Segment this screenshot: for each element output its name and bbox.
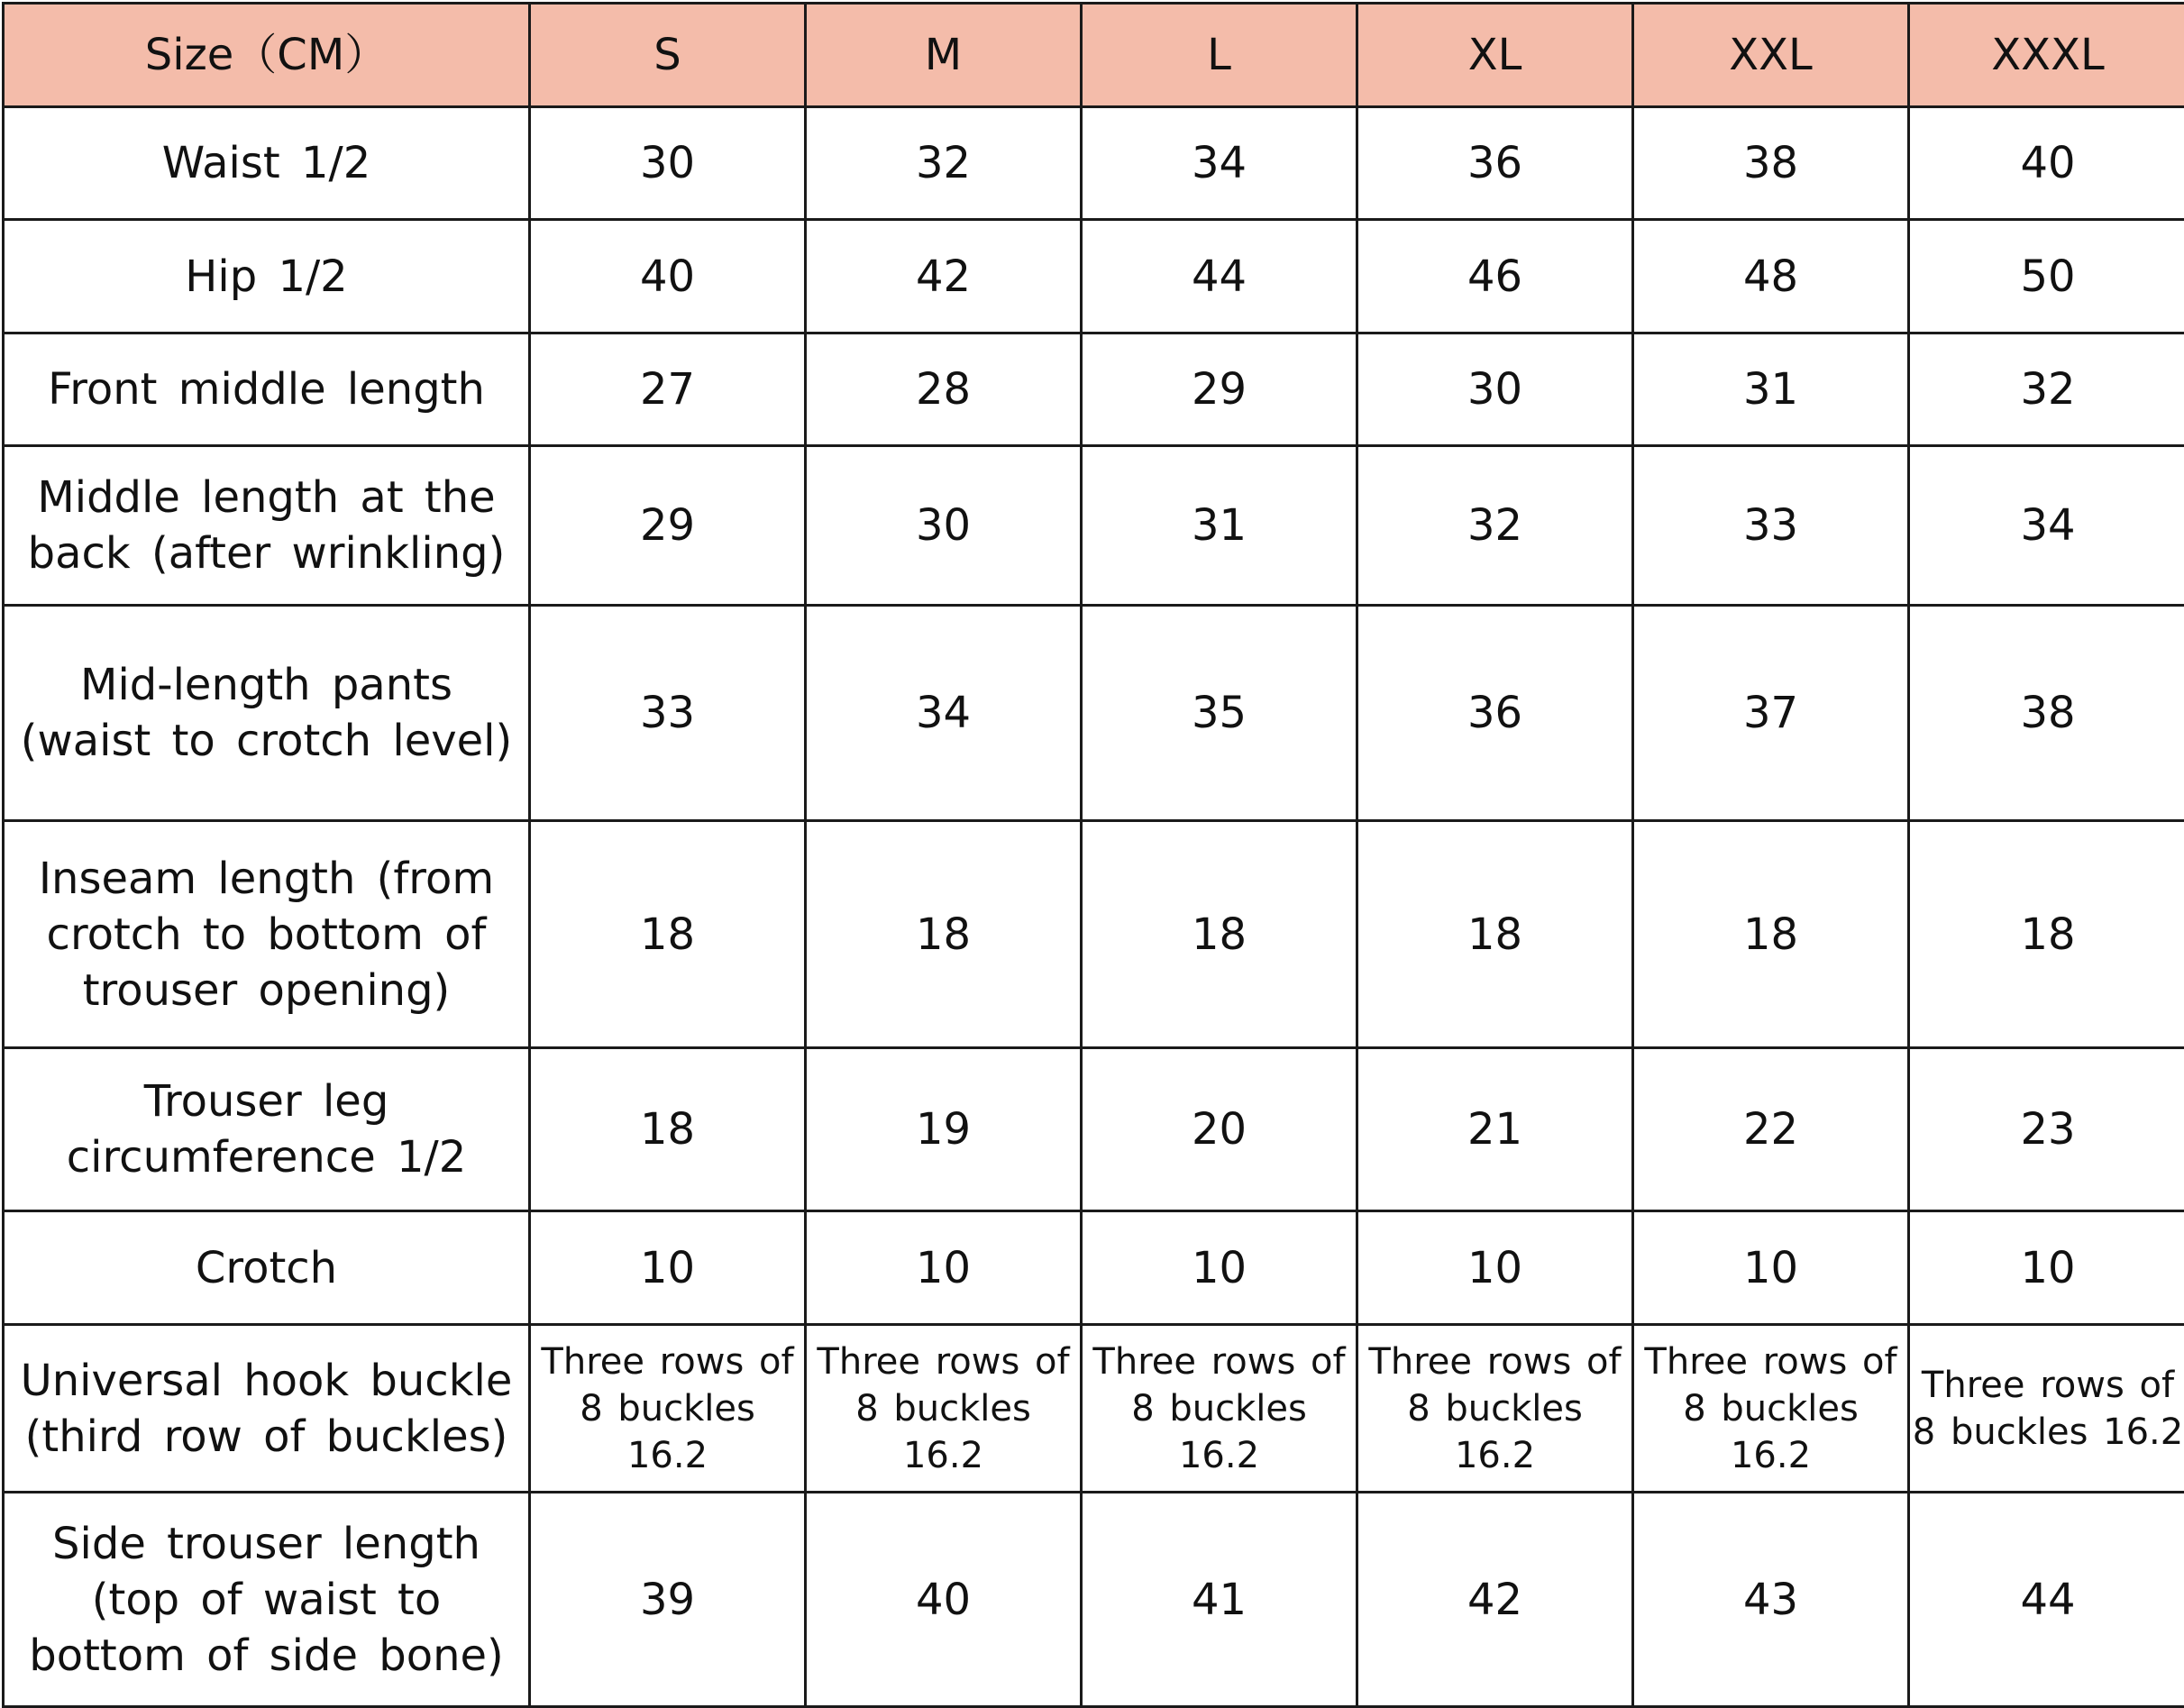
table-cell: 44 xyxy=(1909,1493,2184,1707)
table-row-hook-buckle xyxy=(4,1324,2184,1493)
row-label: Hip 1/2 xyxy=(4,220,530,333)
table-cell: Three rows of 8 buckles 16.2 xyxy=(1909,1324,2184,1493)
header-size-xxl: XXL xyxy=(1633,4,1909,107)
table-cell: 18 xyxy=(1357,821,1633,1048)
table-cell: 41 xyxy=(1082,1493,1357,1707)
table-cell: 30 xyxy=(530,107,806,220)
table-cell: 18 xyxy=(530,821,806,1048)
table-cell: 18 xyxy=(1909,821,2184,1048)
table-cell: 29 xyxy=(1082,333,1357,445)
table-cell: 50 xyxy=(1909,220,2184,333)
table-cell: 34 xyxy=(1909,446,2184,605)
size-chart-table xyxy=(2,2,2184,1708)
table-cell: 19 xyxy=(806,1047,1082,1210)
table-cell: 10 xyxy=(1909,1211,2184,1324)
table-cell: Three rows of 8 buckles 16.2 xyxy=(1633,1324,1909,1493)
table-cell: 18 xyxy=(1082,821,1357,1048)
table-cell: 18 xyxy=(530,1047,806,1210)
table-cell: 34 xyxy=(1082,107,1357,220)
header-size-xl: XL xyxy=(1357,4,1633,107)
table-cell: 31 xyxy=(1082,446,1357,605)
header-size-l: L xyxy=(1082,4,1357,107)
table-cell: 28 xyxy=(806,333,1082,445)
table-cell: 40 xyxy=(1909,107,2184,220)
table-cell: 38 xyxy=(1909,605,2184,821)
table-row-leg-circumference xyxy=(4,1047,2184,1210)
table-cell: 39 xyxy=(530,1493,806,1707)
table-cell: 29 xyxy=(530,446,806,605)
table-cell: 36 xyxy=(1357,605,1633,821)
table-row-inseam-length xyxy=(4,821,2184,1048)
table-cell: Three rows of 8 buckles 16.2 xyxy=(1357,1324,1633,1493)
table-row-mid-length-pants xyxy=(4,605,2184,821)
table-cell: 30 xyxy=(1357,333,1633,445)
table-cell: 42 xyxy=(1357,1493,1633,1707)
row-label: Universal hook buckle (third row of buckles) xyxy=(4,1324,530,1493)
table-cell: 40 xyxy=(530,220,806,333)
table-cell: 10 xyxy=(1082,1211,1357,1324)
table-cell: 44 xyxy=(1082,220,1357,333)
row-label: Front middle length xyxy=(4,333,530,445)
table-cell: 10 xyxy=(806,1211,1082,1324)
row-label: Crotch xyxy=(4,1211,530,1324)
table-cell: 37 xyxy=(1633,605,1909,821)
table-row-back-middle-length xyxy=(4,446,2184,605)
header-size-label: Size（CM） xyxy=(4,4,530,107)
table-cell: 27 xyxy=(530,333,806,445)
table-cell: 18 xyxy=(1633,821,1909,1048)
row-label: Middle length at the back (after wrinkling) xyxy=(4,446,530,605)
table-cell: 10 xyxy=(530,1211,806,1324)
table-cell: 31 xyxy=(1633,333,1909,445)
table-cell: 38 xyxy=(1633,107,1909,220)
table-cell: 33 xyxy=(530,605,806,821)
header-size-s: S xyxy=(530,4,806,107)
table-cell: 22 xyxy=(1633,1047,1909,1210)
table-cell: 36 xyxy=(1357,107,1633,220)
row-label: Side trouser length (top of waist to bottom of side bone) xyxy=(4,1493,530,1707)
table-cell: 23 xyxy=(1909,1047,2184,1210)
row-label: Inseam length (from crotch to bottom of trouser opening) xyxy=(4,821,530,1048)
table-cell: 35 xyxy=(1082,605,1357,821)
table-cell: Three rows of 8 buckles 16.2 xyxy=(530,1324,806,1493)
table-row-front-middle-length xyxy=(4,333,2184,445)
table-cell: 18 xyxy=(806,821,1082,1048)
table-row-side-trouser-length xyxy=(4,1493,2184,1707)
table-cell: 32 xyxy=(1909,333,2184,445)
table-cell: 46 xyxy=(1357,220,1633,333)
table-cell: 30 xyxy=(806,446,1082,605)
table-row-hip xyxy=(4,220,2184,333)
table-cell: 48 xyxy=(1633,220,1909,333)
header-row xyxy=(4,4,2184,107)
table-cell: 32 xyxy=(806,107,1082,220)
table-cell: 10 xyxy=(1357,1211,1633,1324)
table-cell: 32 xyxy=(1357,446,1633,605)
table-cell: 34 xyxy=(806,605,1082,821)
table-row-waist xyxy=(4,107,2184,220)
header-size-m: M xyxy=(806,4,1082,107)
table-cell: Three rows of 8 buckles 16.2 xyxy=(806,1324,1082,1493)
table-cell: 42 xyxy=(806,220,1082,333)
table-cell: 21 xyxy=(1357,1047,1633,1210)
table-cell: Three rows of 8 buckles 16.2 xyxy=(1082,1324,1357,1493)
table-cell: 10 xyxy=(1633,1211,1909,1324)
row-label: Mid-length pants (waist to crotch level) xyxy=(4,605,530,821)
header-size-xxxl: XXXL xyxy=(1909,4,2184,107)
table-row-crotch xyxy=(4,1211,2184,1324)
row-label: Waist 1/2 xyxy=(4,107,530,220)
table-cell: 43 xyxy=(1633,1493,1909,1707)
table-cell: 40 xyxy=(806,1493,1082,1707)
row-label: Trouser leg circumference 1/2 xyxy=(4,1047,530,1210)
table-cell: 33 xyxy=(1633,446,1909,605)
table-cell: 20 xyxy=(1082,1047,1357,1210)
